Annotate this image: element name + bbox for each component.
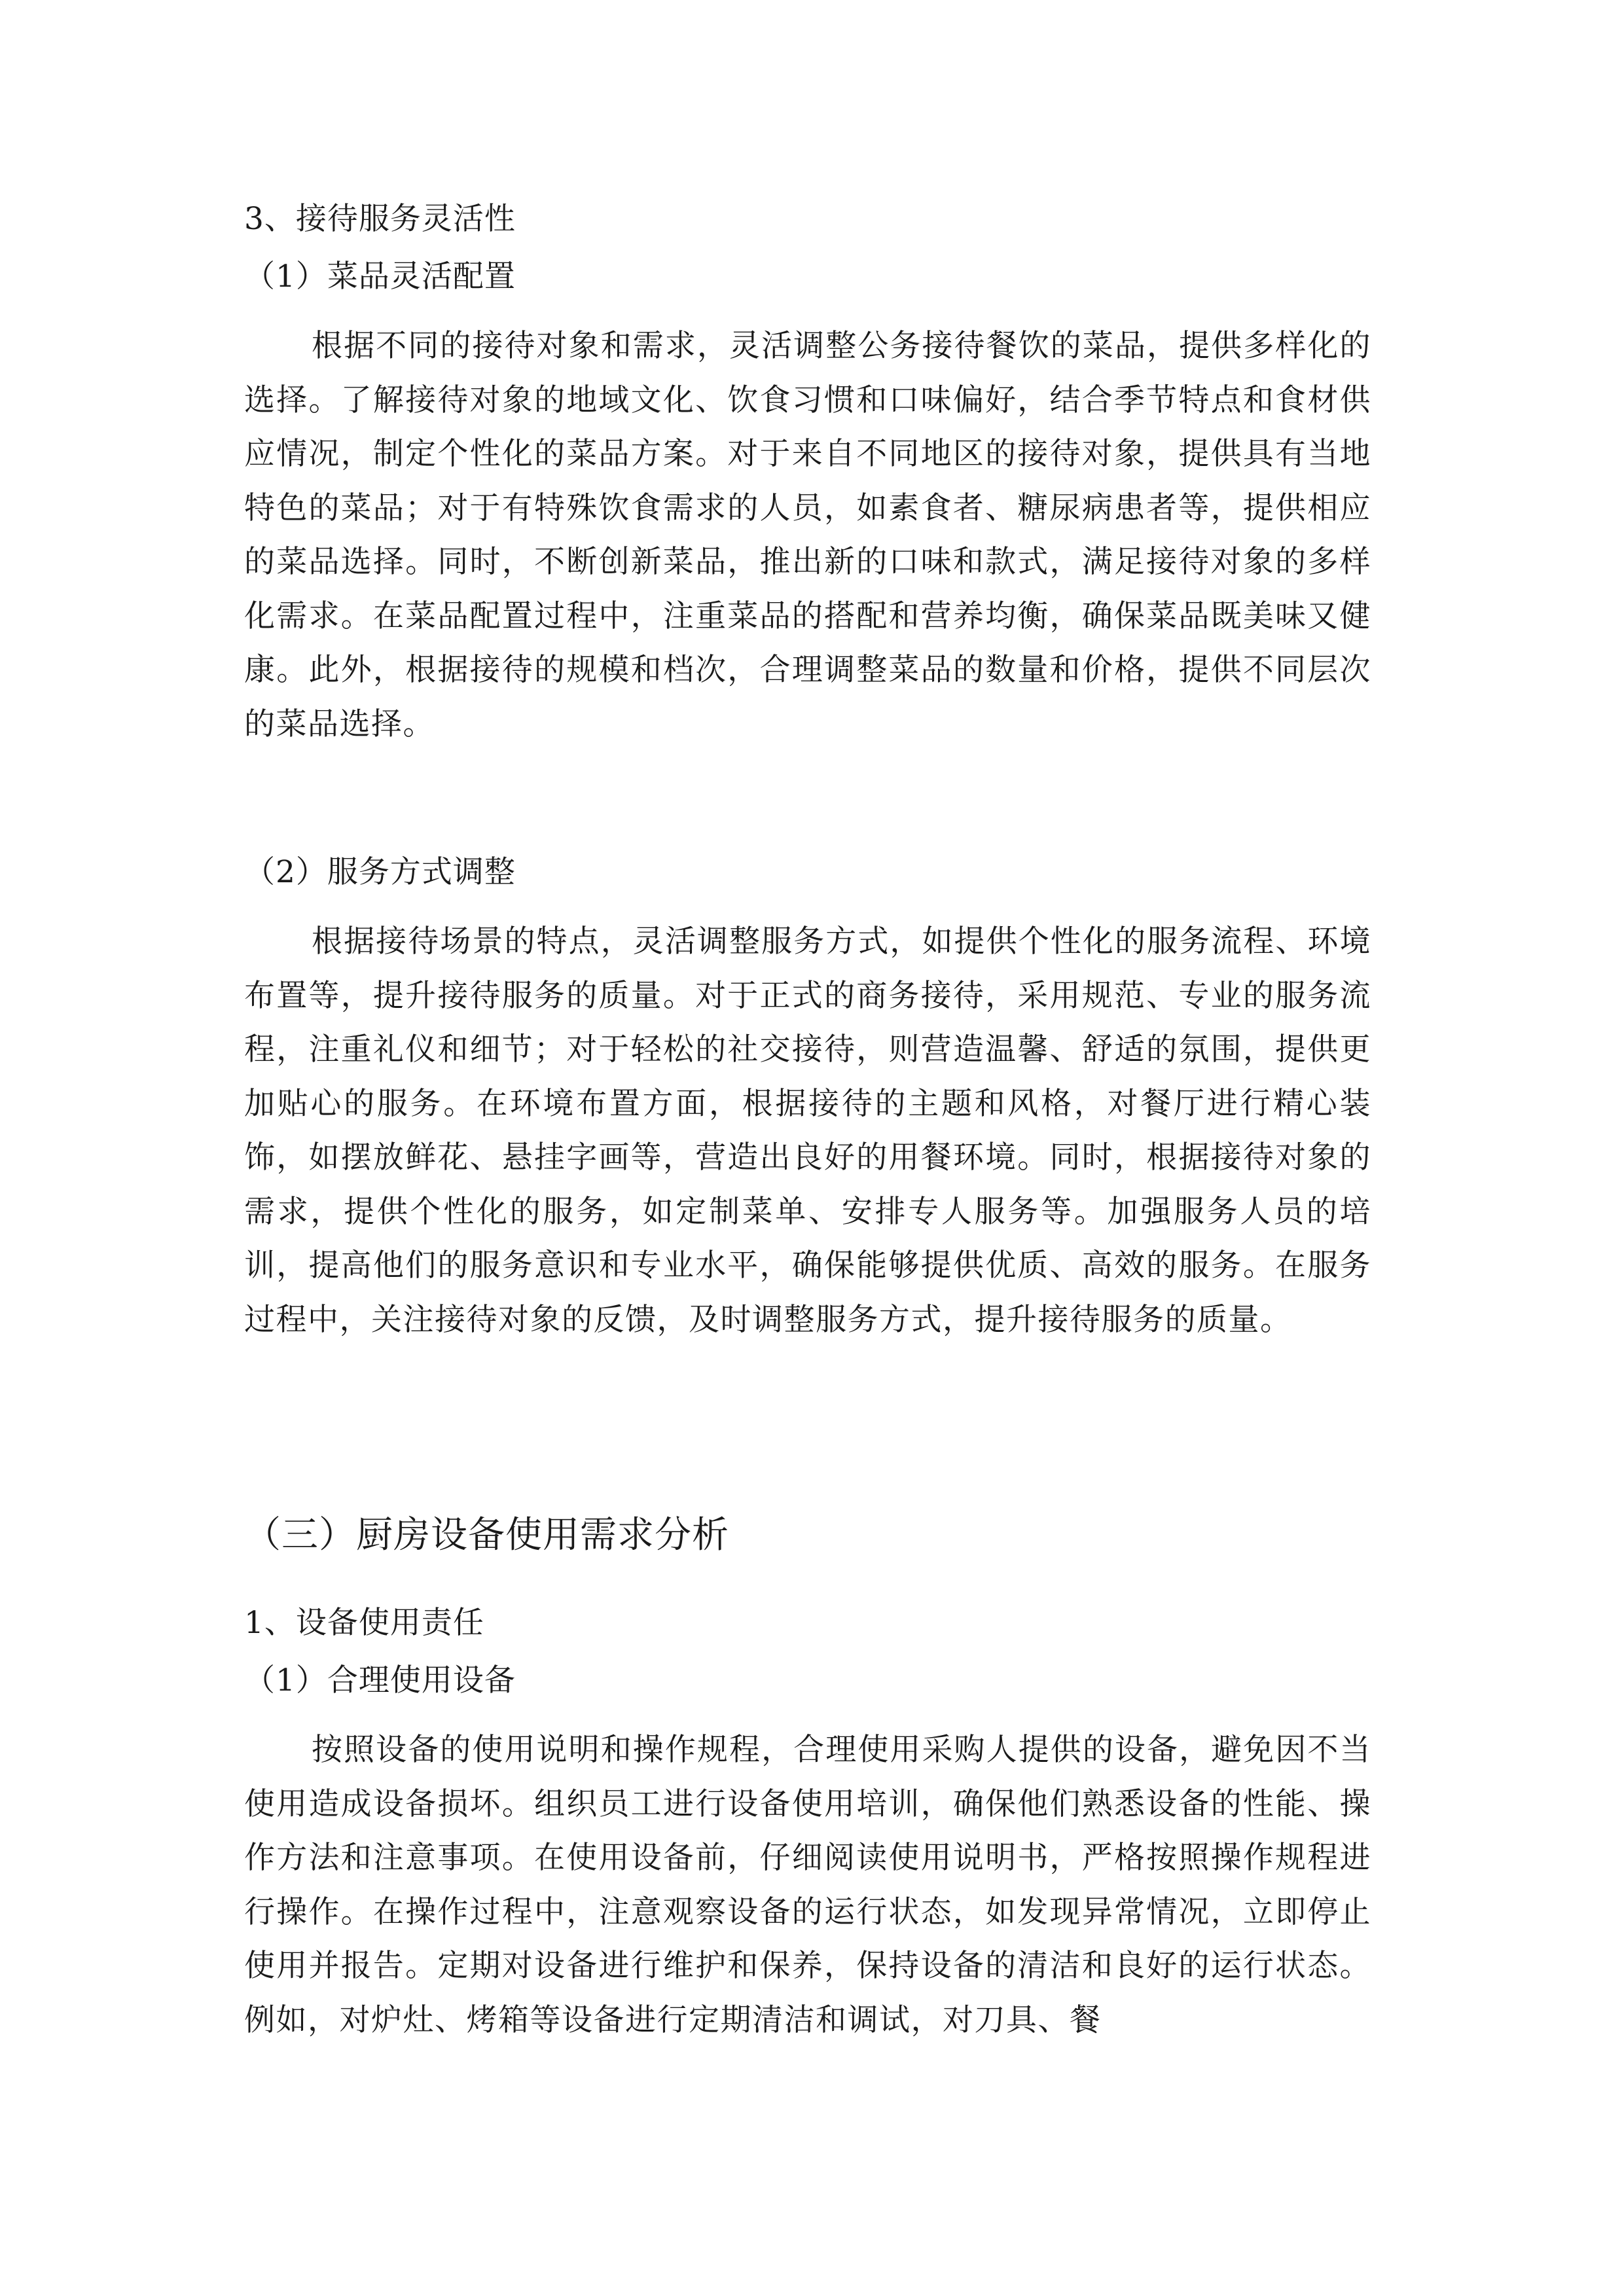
item-heading-menu-configuration: （1）菜品灵活配置 [244, 259, 516, 295]
paragraph-service-adjustment: 根据接待场景的特点，灵活调整服务方式，如提供个性化的服务流程、环境布置等，提升接待服务的质量。对于正式的商务接待，采用规范、专业的服务流程，注重礼仪和细节；对于轻松的社交接待，则营造温馨、舒适的氛围，提供更加贴心的服务。在环境布置方面，根据接待的主题和风格，对餐厅进行精心装饰，如摆放鲜花、悬挂字画等，营造出良好的用餐环境。同时，根据接待对象的需求，提供个性化的服务，如定制菜单、安排专人服务等。加强服务人员的培训，提高他们的服务意识和专业水平，确保能够提供优质、高效的服务。在服务过程中，关注接待对象的反馈，及时调整服务方式，提升接待服务的质量。 [244, 924, 1371, 1338]
paragraph-menu-configuration: 根据不同的接待对象和需求，灵活调整公务接待餐饮的菜品，提供多样化的选择。了解接待对象的地域文化、饮食习惯和口味偏好，结合季节特点和食材供应情况，制定个性化的菜品方案。对于来自不同地区的接待对象，提供具有当地特色的菜品；对于有特殊饮食需求的人员，如素食者、糖尿病患者等，提供相应的菜品选择。同时，不断创新菜品，推出新的口味和款式，满足接待对象的多样化需求。在菜品配置过程中，注重菜品的搭配和营养均衡，确保菜品既美味又健康。此外，根据接待的规模和档次，合理调整菜品的数量和价格，提供不同层次的菜品选择。 [244, 328, 1371, 742]
section-heading-kitchen-equipment: （三）厨房设备使用需求分析 [244, 1514, 729, 1556]
paragraph-proper-equipment-use: 按照设备的使用说明和操作规程，合理使用采购人提供的设备，避免因不当使用造成设备损坏。组织员工进行设备使用培训，确保他们熟悉设备的性能、操作方法和注意事项。在使用设备前，仔细阅读使用说明书，严格按照操作规程进行操作。在操作过程中，注意观察设备的运行状态，如发现异常情况，立即停止使用并报告。定期对设备进行维护和保养，保持设备的清洁和良好的运行状态。例如，对炉灶、烤箱等设备进行定期清洁和调试，对刀具、餐 [244, 1732, 1371, 2038]
subsection-heading-equipment-responsibility: 1、设备使用责任 [244, 1605, 484, 1641]
item-heading-proper-equipment-use: （1）合理使用设备 [244, 1662, 516, 1698]
item-heading-service-adjustment: （2）服务方式调整 [244, 854, 516, 890]
subsection-heading-service-flexibility: 3、接待服务灵活性 [244, 201, 516, 237]
